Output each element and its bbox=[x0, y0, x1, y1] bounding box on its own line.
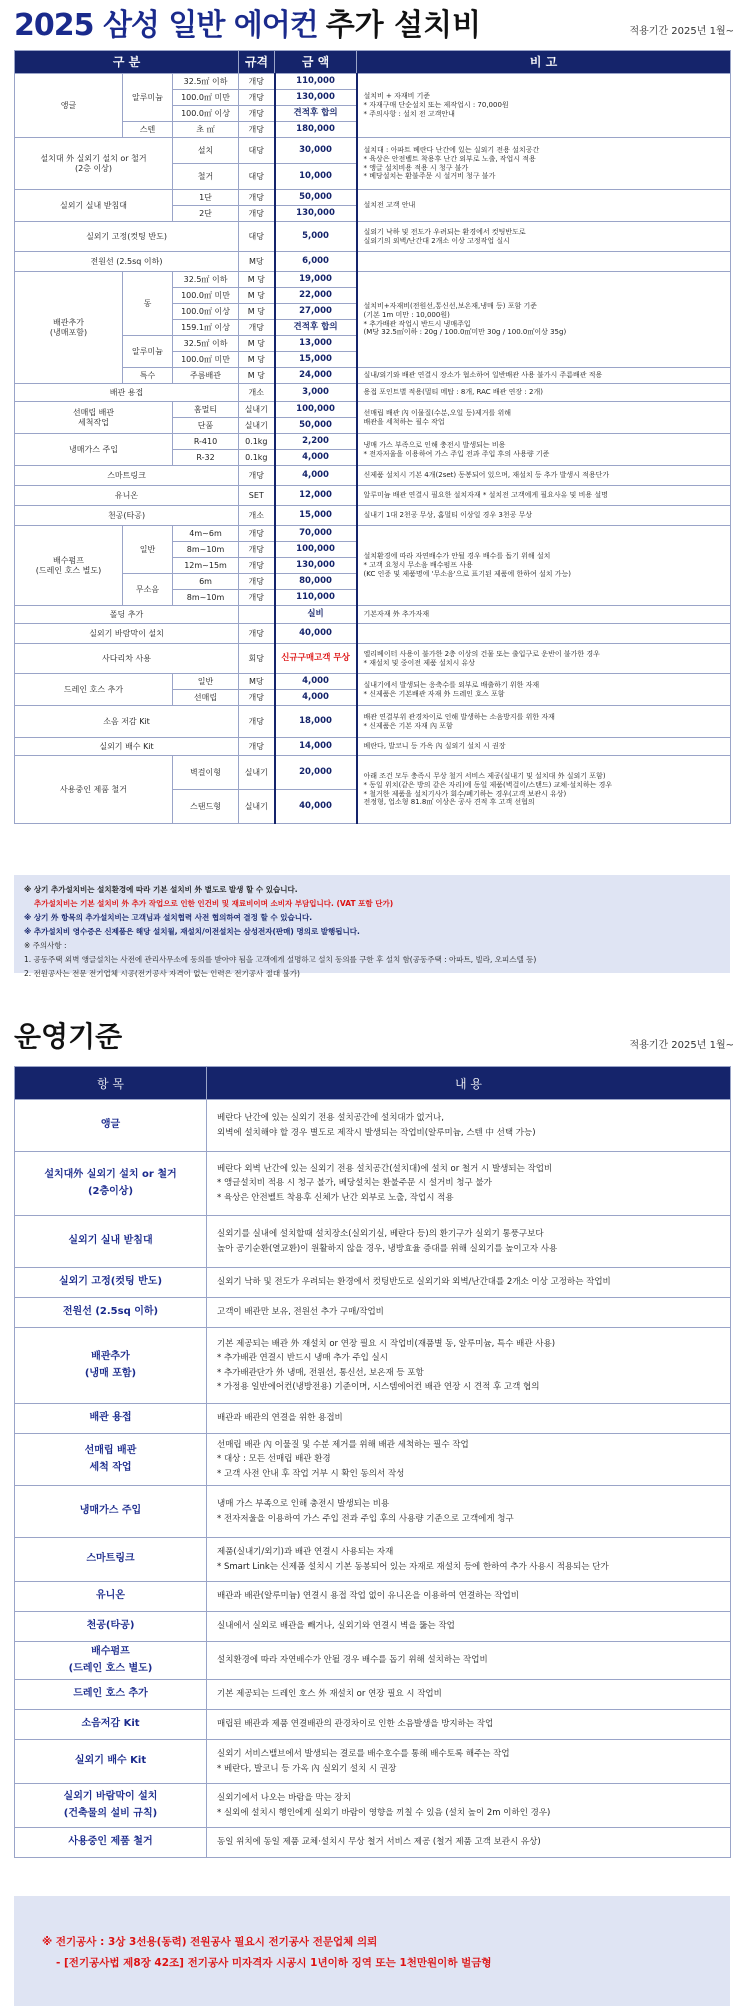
ops-content: 동일 위치에 동일 제품 교체·설치시 무상 철거 서비스 제공 (철거 제품 고객 보관시 유상) bbox=[207, 1828, 731, 1858]
note-drain: 실내기에서 발생되는 응축수를 외부로 배출하기 위한 자재 * 신제품은 기본배관 자재 外 드레인 호스 포함 bbox=[357, 674, 731, 706]
row-union: 유니온 bbox=[15, 486, 239, 506]
price-table bbox=[14, 50, 731, 824]
amount: 4,000 bbox=[275, 450, 357, 466]
unit: 개소 bbox=[239, 506, 275, 526]
unit: M 당 bbox=[239, 336, 275, 352]
ops-item: 배관 용접 bbox=[15, 1404, 207, 1434]
amount: 4,000 bbox=[275, 466, 357, 486]
unit: 개당 bbox=[239, 106, 275, 122]
ops-item: 선매립 배관 세척 작업 bbox=[15, 1434, 207, 1486]
sub-stainless: 스텐 bbox=[123, 122, 173, 138]
row-angle: 앵글 bbox=[15, 74, 123, 138]
amount: 12,000 bbox=[275, 486, 357, 506]
std: 100.0㎡ 이상 bbox=[173, 304, 239, 320]
ops-row bbox=[15, 1710, 731, 1740]
unit: 개당 bbox=[239, 526, 275, 542]
amount: 10,000 bbox=[275, 164, 357, 190]
ops-col-content: 내 용 bbox=[207, 1067, 731, 1100]
unit: 개당 bbox=[239, 542, 275, 558]
ops-item: 설치대外 실외기 설치 or 철거 (2층이상) bbox=[15, 1152, 207, 1216]
amount: 22,000 bbox=[275, 288, 357, 304]
ops-item: 스마트링크 bbox=[15, 1538, 207, 1582]
std: 2단 bbox=[173, 206, 239, 222]
ops-content: 기본 제공되는 배관 外 재설치 or 연장 필요 시 작업비(재품별 동, 알루미늄, 특수 배관 사용) * 추가배관 연결시 반드시 냉매 추가 주입 실시 * 추가배관단가 外 냉매, 전원선, 통신선, 보온재 등 포함 * 가정용 일반에어컨(냉방전용) 기준이며, 시스템에어컨 배관 연장 시 견적 후 고객 협의 bbox=[207, 1328, 731, 1404]
ops-item: 냉매가스 주입 bbox=[15, 1486, 207, 1538]
note-ladder: 엘리베이터 사용이 불가한 2층 이상의 건물 또는 출입구로 운반이 불가한 경우 * 재설치 및 중이전 제품 설치시 유상 bbox=[357, 644, 731, 674]
amount: 30,000 bbox=[275, 138, 357, 164]
col-category: 구 분 bbox=[15, 51, 239, 74]
electric-notice bbox=[14, 1896, 730, 2006]
note-noise: 배관 연결부위 관경차이로 인해 발생하는 소음방지를 위한 자재 * 신제품은 기본 자재 內 포함 bbox=[357, 706, 731, 738]
ops-item: 드레인 호스 추가 bbox=[15, 1680, 207, 1710]
ops-row bbox=[15, 1538, 731, 1582]
std: 홈멀티 bbox=[173, 402, 239, 418]
amount: 40,000 bbox=[275, 624, 357, 644]
amount: 3,000 bbox=[275, 384, 357, 402]
unit: 0.1kg bbox=[239, 450, 275, 466]
sub-install: 설치 bbox=[173, 138, 239, 164]
ops-content: 베란다 외벽 난간에 있는 실외기 전용 설치공간(설치대)에 설치 or 철거 시 발생되는 작업비 * 앵글설치비 적용 시 청구 불가, 베당설치는 환불주문 시 설거비 청구 불가 * 육상은 안전벨트 착용후 신체가 난간 외부로 노출, 작업시 적용 bbox=[207, 1152, 731, 1216]
sub-remove: 철거 bbox=[173, 164, 239, 190]
unit: 대당 bbox=[239, 164, 275, 190]
unit: 개당 bbox=[239, 558, 275, 574]
unit: 실내기 bbox=[239, 418, 275, 434]
unit: M 당 bbox=[239, 304, 275, 320]
note-line: 2. 전원공사는 전문 전기업체 시공(전기공사 자격이 없는 인력은 전기공사 절대 불가) bbox=[24, 969, 300, 978]
std: 100.0㎡ 미만 bbox=[173, 288, 239, 304]
std: 12m~15m bbox=[173, 558, 239, 574]
ops-item: 유니온 bbox=[15, 1582, 207, 1612]
col-amount: 금 액 bbox=[275, 51, 357, 74]
amount: 130,000 bbox=[275, 90, 357, 106]
amount: 130,000 bbox=[275, 558, 357, 574]
unit: M당 bbox=[239, 252, 275, 272]
note-balcony: 설치대 : 아파트 베란다 난간에 있는 실외기 전용 설치공간 * 육상은 안전벨트 착용후 난간 외부로 노출, 작업시 적용 * 앵글 설치비용 적용 시 청구 불가 * 베당설치는 환불주문 시 설거비 청구 불가 bbox=[357, 138, 731, 190]
ops-content: 제품(실내기/외기)과 배관 연결시 사용되는 자재 * Smart Link는 신제품 설치시 기본 동봉되어 있는 자재로 재설치 등에 한하여 추가 사용시 적용되는 단가 bbox=[207, 1538, 731, 1582]
unit: 개당 bbox=[239, 74, 275, 90]
unit: 개당 bbox=[239, 122, 275, 138]
ops-content: 고객이 배관만 보유, 전원선 추가 구매/작업비 bbox=[207, 1298, 731, 1328]
std: 일반 bbox=[173, 674, 239, 690]
note-weld: 용접 포인트별 적용(멀티 메탑 : 8개, RAC 배관 연장 : 2개) bbox=[357, 384, 731, 402]
ops-item: 실외기 고정(컷팅 반도) bbox=[15, 1268, 207, 1298]
ops-row bbox=[15, 1740, 731, 1784]
note-angle: 설치비 + 자재비 기준 * 자재구매 단순설치 또는 제작업시 : 70,000원 * 주의사항 : 설치 전 고객안내 bbox=[357, 74, 731, 138]
amount: 신규구매고객 무상 bbox=[275, 644, 357, 674]
std: 32.5㎡ 이하 bbox=[173, 336, 239, 352]
sub-aluminum: 알루미늄 bbox=[123, 74, 173, 122]
ops-item: 사용중인 제품 철거 bbox=[15, 1828, 207, 1858]
unit: 개당 bbox=[239, 574, 275, 590]
std: 벽걸이형 bbox=[173, 756, 239, 790]
ops-row bbox=[15, 1642, 731, 1680]
row-gas: 냉매가스 주입 bbox=[15, 434, 173, 466]
ops-row bbox=[15, 1828, 731, 1858]
note-drain-kit: 베란다, 발코니 등 가옥 內 실외기 설치 시 권장 bbox=[357, 738, 731, 756]
std: 1단 bbox=[173, 190, 239, 206]
title-brand: 2025 삼성 일반 에어컨 bbox=[14, 8, 318, 43]
note-pump: 설치환경에 따라 자연배수가 안될 경우 배수를 돕기 위해 설치 * 고객 요청시 무소음 배수펌프 사용 (KC 인증 및 제품명에 '무소음'으로 표기된 제품에 한하여 설치 가능) bbox=[357, 526, 731, 606]
ops-row bbox=[15, 1680, 731, 1710]
amount: 80,000 bbox=[275, 574, 357, 590]
sub-special: 특수 bbox=[123, 368, 173, 384]
note-special: 실내/외기와 배관 연결시 장소가 협소하여 일반배관 사용 불가시 주름배관 적용 bbox=[357, 368, 731, 384]
amount: 18,000 bbox=[275, 706, 357, 738]
sub-silent: 무소음 bbox=[123, 574, 173, 606]
unit: 실내기 bbox=[239, 790, 275, 824]
note-pipe: 설치비+자재비(전원선,통신선,보온재,냉매 등) 포함 기준 (기본 1m 미만 : 10,000원) * 추가배관 작업시 반드시 냉매주입 (M당 32.5㎡이하 : 20g / 100.0㎡미만 30g / 100.0㎡이상 35g) bbox=[357, 272, 731, 368]
amount: 견적후 합의 bbox=[275, 320, 357, 336]
std: 100.0㎡ 미만 bbox=[173, 352, 239, 368]
std: R-410 bbox=[173, 434, 239, 450]
ops-content: 선매립 배관 內 이물질 및 수분 제거를 위해 배관 세척하는 필수 작업 * 대상 : 모든 선매립 배관 환경 * 고객 사전 안내 후 작업 거부 시 확인 동의서 작성 bbox=[207, 1434, 731, 1486]
amount: 100,000 bbox=[275, 542, 357, 558]
ops-row bbox=[15, 1784, 731, 1828]
note-gas: 냉매 가스 부족으로 인해 충전시 발생되는 비용 * 전자저울을 이용하여 가스 주입 전과 주입 후의 사용량 기준 bbox=[357, 434, 731, 466]
unit: 대당 bbox=[239, 138, 275, 164]
amount: 27,000 bbox=[275, 304, 357, 320]
unit: 개당 bbox=[239, 690, 275, 706]
note-clean: 선매립 배관 內 이물질(수분,오일 등)제거를 위해 배관을 세척하는 필수 작업 bbox=[357, 402, 731, 434]
ops-item: 전원선 (2.5sq 이하) bbox=[15, 1298, 207, 1328]
std: 159.1㎡ 이상 bbox=[173, 320, 239, 336]
ops-item: 소음저감 Kit bbox=[15, 1710, 207, 1740]
unit: 개소 bbox=[239, 384, 275, 402]
ops-content: 배관과 배관의 연결을 위한 용접비 bbox=[207, 1404, 731, 1434]
amount: 5,000 bbox=[275, 222, 357, 252]
std: 6m bbox=[173, 574, 239, 590]
ops-content: 실외기에서 나오는 바람을 막는 장치 * 실외에 설치시 행인에게 실외기 바람이 영향을 끼칠 수 있음 (설치 높이 2m 이하인 경우) bbox=[207, 1784, 731, 1828]
note-smart: 신제품 설치시 기본 4개(2set) 동봉되어 있으며, 재설치 등 추가 발생시 적용단가 bbox=[357, 466, 731, 486]
row-smartlink: 스마트링크 bbox=[15, 466, 239, 486]
unit: 개당 bbox=[239, 190, 275, 206]
amount: 2,200 bbox=[275, 434, 357, 450]
ops-table bbox=[14, 1066, 731, 1858]
note-line: ※ 추가설치비 영수증은 신제품은 해당 설치월, 재설치/이전설치는 삼성전자(판매) 명의로 발행됩니다. bbox=[24, 927, 360, 936]
amount: 110,000 bbox=[275, 74, 357, 90]
ops-content: 실외기 서비스밸브에서 발생되는 결로를 배수호수를 통해 배수토록 해주는 작업 * 베란다, 발코니 등 가옥 內 실외기 설치 시 권장 bbox=[207, 1740, 731, 1784]
note-union: 알루미늄 배관 연결시 필요한 설치자재 * 설치전 고객에게 필요사유 및 비용 설명 bbox=[357, 486, 731, 506]
amount: 견적후 합의 bbox=[275, 106, 357, 122]
std: 8m~10m bbox=[173, 542, 239, 558]
ops-item: 배관추가 (냉매 포함) bbox=[15, 1328, 207, 1404]
std: 32.5㎡ 이하 bbox=[173, 74, 239, 90]
ops-content: 기본 제공되는 드레인 호스 外 재설치 or 연장 필요 시 작업비 bbox=[207, 1680, 731, 1710]
unit: 개당 bbox=[239, 466, 275, 486]
amount: 50,000 bbox=[275, 418, 357, 434]
amount: 20,000 bbox=[275, 756, 357, 790]
amount: 100,000 bbox=[275, 402, 357, 418]
ops-period: 적용기간 2025년 1월~ bbox=[629, 1040, 734, 1051]
row-balcony: 설치대 外 실외기 설치 or 철거 (2층 이상) bbox=[15, 138, 173, 190]
amount: 13,000 bbox=[275, 336, 357, 352]
row-indoor-prop: 실외기 실내 받침대 bbox=[15, 190, 173, 222]
ops-title: 운영기준 bbox=[14, 1020, 123, 1053]
ops-item: 앵글 bbox=[15, 1100, 207, 1152]
row-drain: 드레인 호스 추가 bbox=[15, 674, 173, 706]
unit: 실내기 bbox=[239, 756, 275, 790]
unit: 실내기 bbox=[239, 402, 275, 418]
ops-row bbox=[15, 1486, 731, 1538]
note-used: 아래 조건 모두 충족시 무상 철거 서비스 제공(실내기 및 설치대 外 실외기 포함) * 동일 위치(같은 방의 같은 자리)에 동일 제품(벽걸이/스탠드) 교체·설치하는 경우 * 철거한 제품을 설치기사가 회수/폐기하는 경우(고객 보관시 유상) 전정형, 업소형 81.8㎡ 이상은 공사 견적 후 고객 선협의 bbox=[357, 756, 731, 824]
unit: 개당 bbox=[239, 90, 275, 106]
ops-row bbox=[15, 1152, 731, 1216]
std: 스탠드형 bbox=[173, 790, 239, 824]
std: 8m~10m bbox=[173, 590, 239, 606]
ops-row bbox=[15, 1404, 731, 1434]
row-drain-kit: 실외기 배수 Kit bbox=[15, 738, 239, 756]
std: 100.0㎡ 미만 bbox=[173, 90, 239, 106]
amount: 24,000 bbox=[275, 368, 357, 384]
row-noise: 소음 저감 Kit bbox=[15, 706, 239, 738]
period-label: 적용기간 2025년 1월~ bbox=[629, 26, 734, 37]
row-ladder: 사다리차 사용 bbox=[15, 644, 239, 674]
col-note: 비 고 bbox=[357, 51, 731, 74]
unit: 0.1kg bbox=[239, 434, 275, 450]
unit: 회당 bbox=[239, 644, 275, 674]
unit: M 당 bbox=[239, 352, 275, 368]
ops-row bbox=[15, 1216, 731, 1268]
note-prop: 설치전 고객 안내 bbox=[357, 190, 731, 222]
amount: 6,000 bbox=[275, 252, 357, 272]
ops-content: 냉매 가스 부족으로 인해 충전시 발생되는 비용 * 전자저울을 이용하여 가스 주입 전과 주입 후의 사용량 기준으로 고객에게 청구 bbox=[207, 1486, 731, 1538]
amount: 4,000 bbox=[275, 674, 357, 690]
note-fix: 실외기 낙하 및 전도가 우려되는 환경에서 컷팅반도로 실외기의 외벽/난간대 2개소 이상 고정작업 실시 bbox=[357, 222, 731, 252]
note-line: ※ 상기 추가설치비는 설치환경에 따라 기본 설치비 外 별도로 발생 할 수 있습니다. bbox=[24, 885, 298, 894]
unit: M 당 bbox=[239, 368, 275, 384]
amount: 4,000 bbox=[275, 690, 357, 706]
unit: 개당 bbox=[239, 320, 275, 336]
ops-content: 설치환경에 따라 자연배수가 안될 경우 배수를 돕기 위해 설치하는 작업비 bbox=[207, 1642, 731, 1680]
ops-row bbox=[15, 1100, 731, 1152]
row-weld: 배관 용접 bbox=[15, 384, 239, 402]
unit: M 당 bbox=[239, 272, 275, 288]
unit: 개당 bbox=[239, 590, 275, 606]
row-wind: 실외기 바람막이 설치 bbox=[15, 624, 239, 644]
amount: 180,000 bbox=[275, 122, 357, 138]
sub-copper: 동 bbox=[123, 272, 173, 336]
notice-line: ※ 전기공사 : 3상 3선용(동력) 전원공사 필요시 전기공사 전문업체 의뢰 bbox=[42, 1936, 378, 1948]
std: 초 ㎡ bbox=[173, 122, 239, 138]
note-line: 1. 공동주택 외벽 앵글설치는 사전에 관리사무소에 동의를 받아야 됨을 고객에게 설명하고 설치 동의를 구한 후 설치 함(공동주택 : 아파트, 빌라, 오피스텔 등) bbox=[24, 955, 537, 964]
ops-col-item: 항 목 bbox=[15, 1067, 207, 1100]
ops-row bbox=[15, 1582, 731, 1612]
row-pipe: 배관추가 (냉매포함) bbox=[15, 272, 123, 384]
amount: 19,000 bbox=[275, 272, 357, 288]
unit: 개당 bbox=[239, 738, 275, 756]
amount: 130,000 bbox=[275, 206, 357, 222]
amount: 110,000 bbox=[275, 590, 357, 606]
ops-row bbox=[15, 1434, 731, 1486]
note-line: ※ 주의사항 : bbox=[24, 941, 67, 950]
amount: 50,000 bbox=[275, 190, 357, 206]
std: 주름배관 bbox=[173, 368, 239, 384]
unit: 개당 bbox=[239, 206, 275, 222]
amount: 15,000 bbox=[275, 506, 357, 526]
std: R-32 bbox=[173, 450, 239, 466]
page-header bbox=[14, 2, 481, 42]
ops-content: 실외기를 실내에 설치할때 설치장소(실외기실, 베란다 등)의 환기구가 실외기 통풍구보다 높아 공기순환(열교환)이 원활하지 않을 경우, 냉방효율 증대를 위해 실외기를 높이고자 사용 bbox=[207, 1216, 731, 1268]
ops-item: 실외기 실내 받침대 bbox=[15, 1216, 207, 1268]
row-hole: 천공(타공) bbox=[15, 506, 239, 526]
ops-content: 실외기 낙하 및 전도가 우려되는 환경에서 컷팅반도로 실외기와 외벽/난간대를 2개소 이상 고정하는 작업비 bbox=[207, 1268, 731, 1298]
ops-item: 천공(타공) bbox=[15, 1612, 207, 1642]
row-used: 사용중인 제품 철거 bbox=[15, 756, 173, 824]
col-unit: 규격 bbox=[239, 51, 275, 74]
note-line: 추가설치비는 기본 설치비 外 추가 작업으로 인한 인건비 및 재료비이며 소비자 부담입니다. (VAT 포함 단가) bbox=[34, 899, 394, 908]
amount: 40,000 bbox=[275, 790, 357, 824]
std: 선매립 bbox=[173, 690, 239, 706]
unit: 개당 bbox=[239, 706, 275, 738]
note-line: ※ 상기 外 항목의 추가설치비는 고객님과 설치협력 사전 협의하여 결정 할 수 있습니다. bbox=[24, 913, 313, 922]
ops-row bbox=[15, 1298, 731, 1328]
unit: SET bbox=[239, 486, 275, 506]
std: 단품 bbox=[173, 418, 239, 434]
unit: 개당 bbox=[239, 624, 275, 644]
ops-content: 배관과 배관(알루미늄) 연결시 용접 작업 없이 유니온을 이용하여 연결하는 작업비 bbox=[207, 1582, 731, 1612]
row-pole: 폴딩 추가 bbox=[15, 606, 239, 624]
amount: 15,000 bbox=[275, 352, 357, 368]
unit: M 당 bbox=[239, 288, 275, 304]
ops-row bbox=[15, 1612, 731, 1642]
ops-row bbox=[15, 1268, 731, 1298]
sub-aluminum: 알루미늄 bbox=[123, 336, 173, 368]
ops-item: 실외기 바람막이 설치 (건축물의 설비 규칙) bbox=[15, 1784, 207, 1828]
note-pole: 기본자재 外 추가자재 bbox=[357, 606, 731, 624]
notice-line: - [전기공사법 제8장 42조] 전기공사 미자격자 시공시 1년이하 징역 또는 1천만원이하 벌금형 bbox=[56, 1957, 492, 1969]
unit: 대당 bbox=[239, 222, 275, 252]
ops-content: 실내에서 실외로 배관을 빼거나, 실외기와 연결시 벽을 뚫는 작업 bbox=[207, 1612, 731, 1642]
unit: M당 bbox=[239, 674, 275, 690]
title-main: 추가 설치비 bbox=[325, 8, 482, 43]
sub-normal: 일반 bbox=[123, 526, 173, 574]
std: 100.0㎡ 이상 bbox=[173, 106, 239, 122]
ops-content: 매립된 배관과 제품 연결배관의 관경차이로 인한 소음발생을 방지하는 작업 bbox=[207, 1710, 731, 1740]
amount: 70,000 bbox=[275, 526, 357, 542]
row-fix: 실외기 고정(컷팅 반도) bbox=[15, 222, 239, 252]
amount: 실비 bbox=[275, 606, 357, 624]
notes-box bbox=[14, 875, 730, 978]
std: 4m~6m bbox=[173, 526, 239, 542]
row-pump: 배수펌프 (드레인 호스 별도) bbox=[15, 526, 123, 606]
amount: 14,000 bbox=[275, 738, 357, 756]
ops-item: 실외기 배수 Kit bbox=[15, 1740, 207, 1784]
std: 32.5㎡ 이하 bbox=[173, 272, 239, 288]
ops-item: 배수펌프 (드레인 호스 별도) bbox=[15, 1642, 207, 1680]
ops-content: 베란다 난간에 있는 실외기 전용 설치공간에 설치대가 없거나, 외벽에 설치해야 할 경우 별도로 제작시 발생되는 작업비(알루미늄, 스텐 中 선택 가능) bbox=[207, 1100, 731, 1152]
row-clean: 선매립 배관 세척작업 bbox=[15, 402, 173, 434]
ops-row bbox=[15, 1328, 731, 1404]
row-wire: 전원선 (2.5sq 이하) bbox=[15, 252, 239, 272]
note-hole: 실내기 1대 2천공 무상, 홈멀티 이상일 경우 3천공 무상 bbox=[357, 506, 731, 526]
